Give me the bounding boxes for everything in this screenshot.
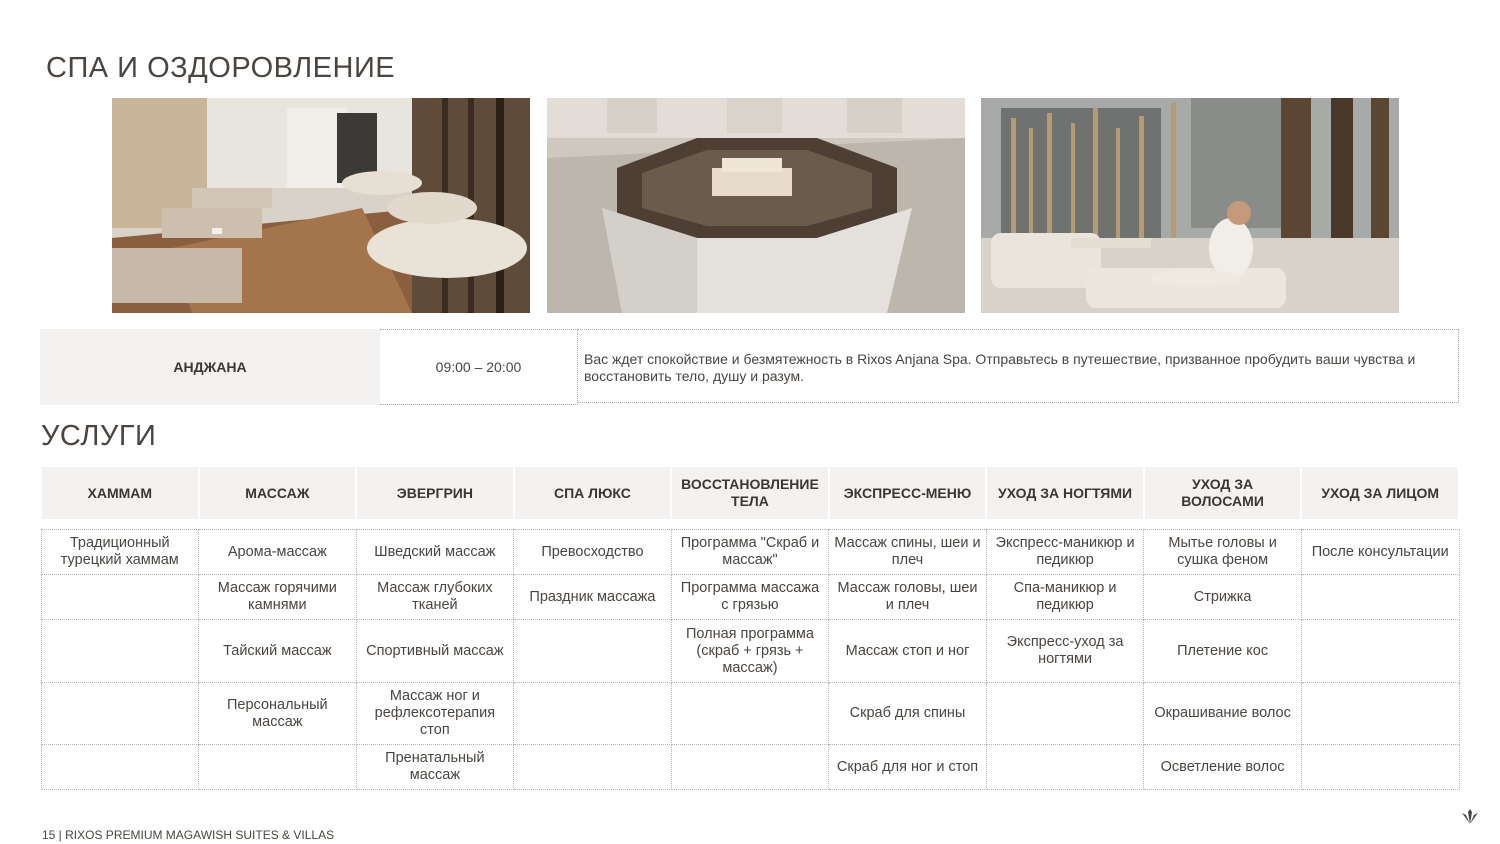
table-cell: Окрашивание волос [1144,683,1302,745]
page-footer: 15 | RIXOS PREMIUM MAGAWISH SUITES & VILLAS [42,828,335,842]
table-row [41,620,1459,683]
table-cell [199,745,357,790]
table-cell [1301,620,1459,683]
table-cell: Скраб для спины [829,683,987,745]
spa-lounge-photo [112,98,530,313]
table-cell: Плетение кос [1144,620,1302,683]
column-header: ЭКСПРЕСС-МЕНЮ [829,467,987,519]
table-cell: Массаж глубоких тканей [356,575,514,620]
table-cell [986,745,1144,790]
table-cell: Персональный массаж [199,683,357,745]
table-row [41,683,1459,745]
table-cell: Стрижка [1144,575,1302,620]
column-header: МАССАЖ [199,467,357,519]
column-header: УХОД ЗА ВОЛОСАМИ [1144,467,1302,519]
table-cell [41,745,199,790]
table-cell: Программа массажа с грязью [671,575,829,620]
table-cell: Массаж головы, шеи и плеч [829,575,987,620]
spa-hours: 09:00 – 20:00 [380,329,578,405]
table-cell [1301,683,1459,745]
column-header: ВОССТАНОВЛЕНИЕ ТЕЛА [671,467,829,519]
table-cell: Массаж спины, шеи и плеч [829,530,987,575]
table-cell: Полная программа (скраб + грязь + массаж) [671,620,829,683]
hammam-photo [547,98,965,313]
table-cell: Шведский массаж [356,530,514,575]
table-cell [1301,745,1459,790]
table-cell: Спа-маникюр и педикюр [986,575,1144,620]
table-cell: Пренатальный массаж [356,745,514,790]
table-row [41,745,1459,790]
table-cell: Мытье головы и сушка феном [1144,530,1302,575]
column-header: ХАММАМ [41,467,199,519]
table-cell [671,745,829,790]
table-cell: Массаж стоп и ног [829,620,987,683]
rixos-logo-icon [1461,809,1479,825]
table-cell [671,683,829,745]
table-cell: Тайский массаж [199,620,357,683]
table-cell: Традиционный турецкий хаммам [41,530,199,575]
spa-name: АНДЖАНА [40,329,380,405]
column-header: СПА ЛЮКС [514,467,672,519]
table-cell [514,745,672,790]
table-row [41,530,1459,575]
services-title: УСЛУГИ [41,420,157,452]
table-cell: Массаж ног и рефлексотерапия стоп [356,683,514,745]
table-cell: Спортивный массаж [356,620,514,683]
services-table [40,467,1460,790]
table-cell [514,620,672,683]
table-cell: Осветление волос [1144,745,1302,790]
column-header: УХОД ЗА НОГТЯМИ [986,467,1144,519]
table-header-row [41,467,1459,519]
table-cell [41,620,199,683]
table-cell: Экспресс-маникюр и педикюр [986,530,1144,575]
table-cell: Арома-массаж [199,530,357,575]
table-cell: Экспресс-уход за ногтями [986,620,1144,683]
table-cell [41,575,199,620]
spa-description: Вас ждет спокойствие и безмятежность в Rixos Anjana Spa. Отправьтесь в путешествие, призванное пробудить ваши чувства и восстановить тело, душу и разум. [578,329,1459,403]
spa-info-row [40,329,1460,405]
column-header: УХОД ЗА ЛИЦОМ [1301,467,1459,519]
table-row [41,575,1459,620]
table-cell: Превосходство [514,530,672,575]
table-cell: Скраб для ног и стоп [829,745,987,790]
table-cell: Программа "Скраб и массаж" [671,530,829,575]
table-cell [986,683,1144,745]
table-cell [1301,575,1459,620]
table-cell: Праздник массажа [514,575,672,620]
column-header: ЭВЕРГРИН [356,467,514,519]
table-cell [41,683,199,745]
table-cell: Массаж горячими камнями [199,575,357,620]
table-cell: После консультации [1301,530,1459,575]
page-title: СПА И ОЗДОРОВЛЕНИЕ [46,52,396,84]
spa-relax-photo [981,98,1399,313]
table-cell [514,683,672,745]
